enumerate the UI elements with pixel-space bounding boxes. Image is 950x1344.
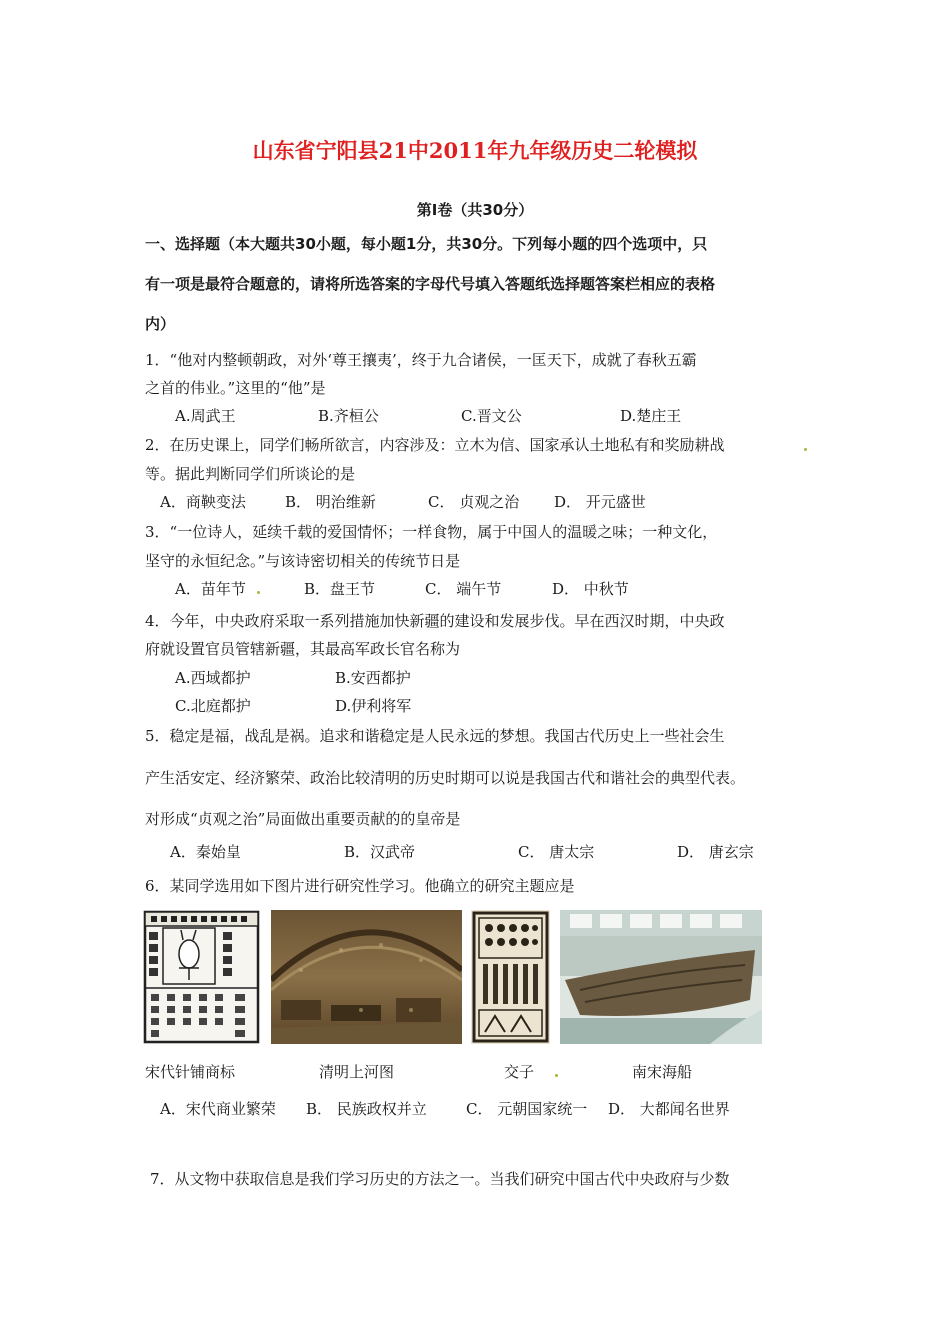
image-caption: 交子	[504, 1063, 535, 1081]
q6-option-c: C． 元朝国家统一	[466, 1100, 588, 1118]
marker-dot	[555, 1074, 558, 1077]
q3-option-c: C． 端午节	[425, 580, 502, 598]
section-subtitle: 第Ⅰ卷（共30分）	[416, 201, 534, 219]
q1-option-b: B.齐桓公	[318, 407, 379, 425]
q5-option-a: A．秦始皇	[170, 843, 241, 861]
question-5-text: 对形成“贞观之治”局面做出重要贡献的的皇帝是	[145, 810, 461, 828]
question-1-text: 之首的伟业。”这里的“他”是	[145, 379, 326, 397]
instruction-line: 内）	[145, 315, 176, 333]
q2-option-a: A．商鞅变法	[160, 493, 246, 511]
question-7-text: 7．从文物中获取信息是我们学习历史的方法之一。当我们研究中国古代中央政府与少数	[150, 1170, 730, 1188]
question-6-text: 6．某同学选用如下图片进行研究性学习。他确立的研究主题应是	[145, 877, 575, 895]
question-5-text: 5．稳定是福，战乱是祸。追求和谐稳定是人民永远的梦想。我国古代历史上一些社会生	[145, 727, 725, 745]
marker-dot	[257, 591, 260, 594]
q1-option-c: C.晋文公	[461, 407, 522, 425]
q6-option-d: D． 大都闻名世界	[608, 1100, 730, 1118]
page-title: 山东省宁阳县21中2011年九年级历史二轮模拟	[252, 138, 698, 163]
q3-option-b: B．盘王节	[304, 580, 376, 598]
image-caption: 清明上河图	[319, 1063, 395, 1081]
qingming-scroll-image	[271, 910, 462, 1044]
q2-option-b: B． 明治维新	[285, 493, 376, 511]
question-3-text: 3．“一位诗人，延续千载的爱国情怀；一样食物，属于中国人的温暖之味；一种文化，	[145, 523, 718, 541]
jiaozi-banknote-image	[471, 910, 550, 1044]
q1-option-a: A.周武王	[175, 407, 236, 425]
question-1-text: 1．“他对内整顿朝政，对外‘尊王攘夷’，终于九合诸侯，一匡天下，成就了春秋五霸	[145, 351, 697, 369]
question-2-text: 等。据此判断同学们所谈论的是	[145, 465, 356, 483]
question-4-text: 4．今年，中央政府采取一系列措施加快新疆的建设和发展步伐。早在西汉时期，中央政	[145, 612, 725, 630]
question-5-text: 产生活安定、经济繁荣、政治比较清明的历史时期可以说是我国古代和谐社会的典型代表。	[145, 769, 746, 787]
question-3-text: 坚守的永恒纪念。”与该诗密切相关的传统节日是	[145, 552, 461, 570]
instruction-line: 一、选择题（本大题共30小题，每小题1分，共30分。下列每小题的四个选项中，只	[145, 235, 708, 253]
q3-option-a: A．苗年节	[175, 580, 246, 598]
q4-option-a: A.西域都护	[175, 669, 251, 687]
q2-option-d: D． 开元盛世	[554, 493, 646, 511]
question-2-text: 2．在历史课上，同学们畅所欲言，内容涉及：立木为信、国家承认土地私有和奖励耕战	[145, 436, 725, 454]
q4-option-d: D.伊利将军	[335, 697, 412, 715]
q6-option-b: B． 民族政权并立	[306, 1100, 427, 1118]
q3-option-d: D． 中秋节	[552, 580, 629, 598]
q5-option-d: D． 唐玄宗	[677, 843, 754, 861]
q4-option-c: C.北庭都护	[175, 697, 251, 715]
question-4-text: 府就设置官员管辖新疆，其最高军政长官名称为	[145, 640, 461, 658]
q2-option-c: C． 贞观之治	[428, 493, 520, 511]
song-ship-image	[560, 910, 762, 1044]
needle-shop-trademark-image	[143, 910, 260, 1044]
marker-dot	[804, 448, 807, 451]
q5-option-c: C． 唐太宗	[518, 843, 595, 861]
image-caption: 南宋海船	[632, 1063, 693, 1081]
q1-option-d: D.楚庄王	[620, 407, 682, 425]
image-caption: 宋代针铺商标	[145, 1063, 236, 1081]
q6-option-a: A．宋代商业繁荣	[160, 1100, 276, 1118]
q4-option-b: B.安西都护	[335, 669, 411, 687]
q5-option-b: B．汉武帝	[344, 843, 416, 861]
instruction-line: 有一项是最符合题意的，请将所选答案的字母代号填入答题纸选择题答案栏相应的表格	[145, 275, 716, 293]
